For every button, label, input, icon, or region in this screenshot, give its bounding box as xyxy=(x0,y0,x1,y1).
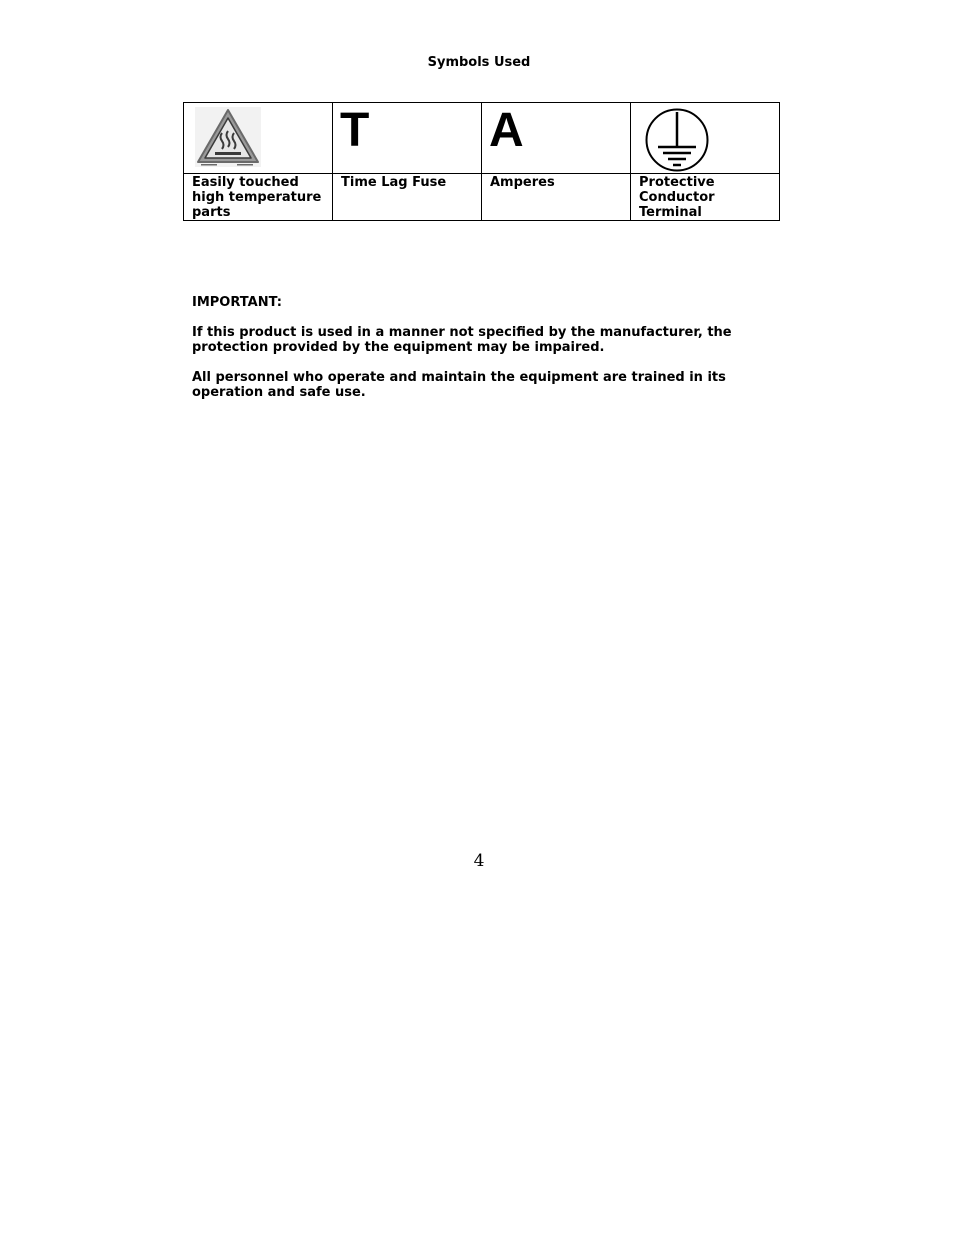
label-cell-protective-conductor xyxy=(631,174,780,221)
symbol-cell-time-lag-fuse xyxy=(333,103,482,174)
page-title: Symbols Used xyxy=(427,55,531,70)
symbol-cell-hot-surface xyxy=(184,103,333,174)
amperes-symbol: A xyxy=(489,104,524,157)
symbol-row xyxy=(184,103,780,174)
notice-heading: IMPORTANT: xyxy=(192,295,282,310)
hot-surface-warning-icon xyxy=(195,107,261,167)
label-cell-amperes xyxy=(482,174,631,221)
label-cell-hot-surface xyxy=(184,174,333,221)
symbol-cell-protective-conductor xyxy=(631,103,780,174)
protective-earth-ground-icon xyxy=(644,107,710,173)
important-notice xyxy=(192,295,772,415)
time-lag-fuse-symbol: T xyxy=(340,104,370,157)
label-cell-time-lag-fuse xyxy=(333,174,482,221)
notice-paragraph-training: All personnel who operate and maintain the equipment are trained in its operation and safe use. xyxy=(192,370,726,400)
protective-conductor-label: Protective Conductor Terminal xyxy=(639,175,715,220)
page-number: 4 xyxy=(473,851,485,871)
time-lag-fuse-label: Time Lag Fuse xyxy=(341,175,447,190)
amperes-label: Amperes xyxy=(490,175,555,190)
hot-surface-label: Easily touched high temperature parts xyxy=(192,175,322,220)
notice-paragraph-misuse: If this product is used in a manner not specified by the manufacturer, the protection provided by the equipment may be impaired. xyxy=(192,325,732,355)
label-row xyxy=(184,174,780,221)
symbols-table xyxy=(183,102,780,221)
symbol-cell-amperes xyxy=(482,103,631,174)
